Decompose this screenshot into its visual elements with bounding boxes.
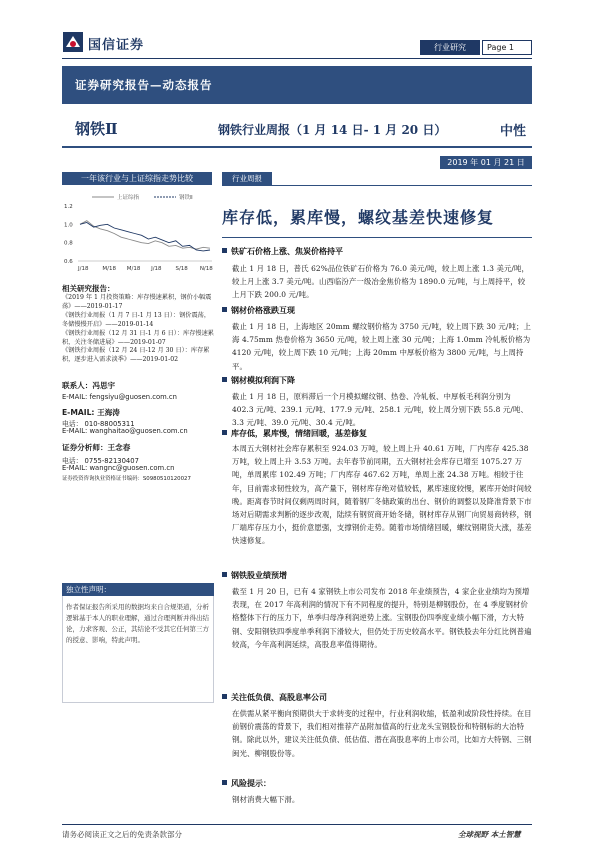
section-body: 钢材消费大幅下滑。	[232, 795, 300, 804]
doc-type-badge: 行业研究	[420, 40, 480, 55]
disclaimer-heading: 独立性声明：	[62, 583, 214, 596]
x-tick-label: M/18	[102, 266, 116, 272]
y-tick-label: 1.2	[64, 204, 73, 210]
legend-label-steel: 钢铁Ⅱ	[179, 195, 193, 201]
related-report-title: 《钢铁行业周报（12 月 24 日-12 月 30 日）：库存累积，逐步进入需求淡季》	[62, 347, 210, 363]
related-report-title: 《钢铁行业周报（1 月 7 日-1 月 13 日）：钢价震荡，冬储慢慢开启》	[62, 312, 211, 328]
section-title: 钢铁股业绩预增	[222, 570, 287, 581]
report-date: 2019 年 01 月 21 日	[440, 156, 532, 169]
section-body: 截至 1 月 20 日，已有 4 家钢铁上市公司发布 2018 年业绩预告，4 家企业业绩均为预增表现，在 2017 年高利润的情况下有不同程度的提升，特别是柳钢股份，在 4 季度钢材价格整体下行的压力下，单季归母净利润逆势上涨。宝钢股份四季度业绩小幅下滑，方大特钢、安阳钢铁四季度单季利润下滑较大，但仍处于历史较高水平。钢铁股去年分红比例普遍较高，今年高利润延续，高股息率值得期待。	[232, 587, 532, 649]
related-report-date: ——2019-01-17	[74, 302, 123, 310]
section-title: 库存低，累库慢，情绪回暖，基差修复	[222, 428, 367, 439]
series-line-composite	[80, 221, 210, 249]
x-axis	[77, 261, 213, 272]
industry-name: 钢铁Ⅱ	[75, 120, 118, 138]
related-report-title: 《2019 年 1 月投资策略：库存慢速累积，钢价小幅震荡》	[62, 294, 212, 310]
footer-divider	[62, 824, 532, 825]
section-title: 关注低负债、高股息率公司	[222, 692, 327, 703]
x-tick-label: M/18	[126, 266, 141, 272]
series-line-steel	[80, 223, 210, 251]
rating: 中性	[500, 124, 527, 139]
y-tick-label: 0.8	[64, 240, 73, 247]
logo-mark-icon	[62, 31, 84, 53]
section-body: 截止 1 月 18 日，上海地区 20mm 螺纹钢价格为 3750 元/吨，较上周下跌 30 元/吨；上海 4.75mm 热卷价格为 3650 元/吨，较上周上涨 30 元/吨；上海 1.0mm 冷轧板价格为 4120 元/吨，较上周下跌 10 元/吨；上海 20mm 中厚板价格为 3800 元/吨，与上周持平。	[232, 322, 531, 371]
disclaimer-text: 作者保证报告所采用的数据均来自合规渠道，分析逻辑基于本人的职业理解，通过合理判断并得出结论，力求客观、公正，其结论不受其它任何第三方的授意、影响，特此声明。	[66, 603, 209, 644]
plot-area	[80, 221, 210, 251]
chart-heading: 一年该行业与上证综指走势比较	[62, 172, 212, 185]
related-report-date: ——2019-01-07	[117, 338, 166, 346]
related-report-title: 《钢铁行业周报（12 月 31 日-1 月 6 日）：库存慢速累积，关注冬储进展》	[62, 330, 214, 346]
band-title: 证券研究报告—动态报告	[75, 78, 213, 92]
brand-logo	[62, 31, 172, 57]
y-tick-label: 1.0	[64, 222, 73, 229]
bullet-square-icon	[222, 694, 227, 699]
bullet-square-icon	[222, 307, 227, 312]
contact-name: 联系人：冯思宇	[62, 381, 116, 390]
contact2-email[interactable]: E-MAIL: wanghaitao@guosen.com.cn	[62, 427, 188, 435]
related-report-item[interactable]	[62, 347, 214, 364]
legend-label-composite: 上证综指	[117, 195, 140, 201]
section-title: 铁矿石价格上涨、焦炭价格持平	[222, 246, 343, 257]
analyst-certificate: 证券投资咨询执业资格证书编码：S0980510120027	[62, 476, 191, 482]
section-title: 钢材价格涨跌互现	[222, 305, 295, 316]
section-tag: 行业周报	[222, 172, 272, 185]
related-reports-heading: 相关研究报告：	[62, 284, 115, 293]
related-report-date: ——2019-01-02	[130, 355, 179, 363]
analyst-phone: 电话： 0755-82130407	[62, 457, 139, 465]
headline-divider	[222, 237, 532, 238]
footer-disclaimer-note: 请务必阅读正文之后的免责条款部分	[62, 830, 182, 839]
x-tick-label: S/18	[175, 266, 188, 272]
section-body: 本周五大钢材社会库存累积至 924.03 万吨，较上周上升 40.61 万吨，厂内库存 425.38 万吨，较上周上升 3.53 万吨。去年春节前同期，五大钢材社会库存已增至 1075.27 万吨，单周累库 102.49 万吨；厂内库存 467.62 万吨，单周上涨 24.38 万吨。相较于往年，目前需求韧性较为，高产量下，钢材库存绝对值较低，累库速度较慢，累库开始时间较晚。距离春节时间仅剩两周时间，随着钢厂冬储政策的出台、钢价的调整以及降准背景下市场对后期需求判断的逐步改观，陆续有钢贸商开始冬储，钢材库存从钢厂向贸易商转移，钢厂端库存压力小，挺价意愿强，支撑钢价走势。随着市场情绪回暖，螺纹钢期货大涨，基差快速修复。	[232, 444, 532, 546]
x-tick-label: N/18	[199, 266, 213, 272]
bullet-square-icon	[222, 430, 227, 435]
bullet-square-icon	[222, 780, 227, 785]
brand-name: 国信证券	[88, 38, 145, 53]
page-number: Page 1	[482, 40, 532, 55]
x-tick-label: J/18	[78, 266, 89, 272]
header-divider	[62, 58, 532, 59]
title-divider	[62, 146, 532, 148]
bullet-square-icon	[222, 377, 227, 382]
report-title: 钢铁行业周报（1 月 14 日- 1 月 20 日）	[218, 123, 447, 137]
index-comparison-chart	[62, 188, 214, 276]
analyst-email[interactable]: E-MAIL: wangnc@guosen.com.cn	[62, 464, 175, 472]
contact-email[interactable]: E-MAIL: fengsiyu@guosen.com.cn	[62, 393, 177, 401]
section-tag-bar	[222, 172, 532, 186]
related-report-date: ——2019-01-14	[105, 320, 154, 328]
y-axis	[64, 204, 73, 265]
y-tick-label: 0.6	[64, 259, 73, 265]
footer-slogan: 全球视野 本土智慧	[458, 830, 521, 839]
related-report-item[interactable]	[62, 312, 214, 329]
section-title: 钢材模拟利润下降	[222, 375, 295, 386]
headline: 库存低，累库慢，螺纹基差快速修复	[222, 208, 495, 227]
related-report-item[interactable]	[62, 330, 214, 347]
contact2-phone: 电话： 010-88005311	[62, 420, 135, 428]
section-body: 截止 1 月 18 日，普氏 62%品位铁矿石价格为 76.0 美元/吨，较上周上涨 1.3 美元/吨，较上月上涨 3.7 美元/吨。山西临汾产一级冶金焦价格为 1890.0 元/吨，与上周持平，较上月下跌 200.0 元/吨。	[232, 264, 530, 300]
related-report-item[interactable]	[62, 294, 214, 311]
bullet-square-icon	[222, 248, 227, 253]
chart-legend	[92, 193, 193, 201]
bullet-square-icon	[222, 572, 227, 577]
contact2-name: E-MAIL: 王海涛	[62, 408, 120, 417]
analyst-name: 证券分析师：王念春	[62, 443, 131, 452]
section-title: 风险提示：	[222, 778, 271, 789]
x-tick-label: J/18	[151, 266, 162, 272]
section-body: 在供需从紧平衡向预期供大于求转变的过程中，行业利润收缩，低盈利或阶段性持续。在目前钢价震荡的背景下，我们相对推荐产品附加值高的行业龙头宝钢股份和特钢标的大冶特钢。除此以外，建议关注低负债、低估值、潜在高股息率的上市公司，比如方大特钢、三钢闽光、柳钢股份等。	[232, 709, 532, 758]
section-body: 截止 1 月 18 日，原料滞后一个月模拟螺纹钢、热卷、冷轧板、中厚板毛利润分别为 402.3 元/吨、239.1 元/吨、177.9 元/吨、258.1 元/吨，较上周分别下跌 55.8 元/吨、3.3 元/吨、39.0 元/吨、30.4 元/吨。	[232, 392, 528, 428]
